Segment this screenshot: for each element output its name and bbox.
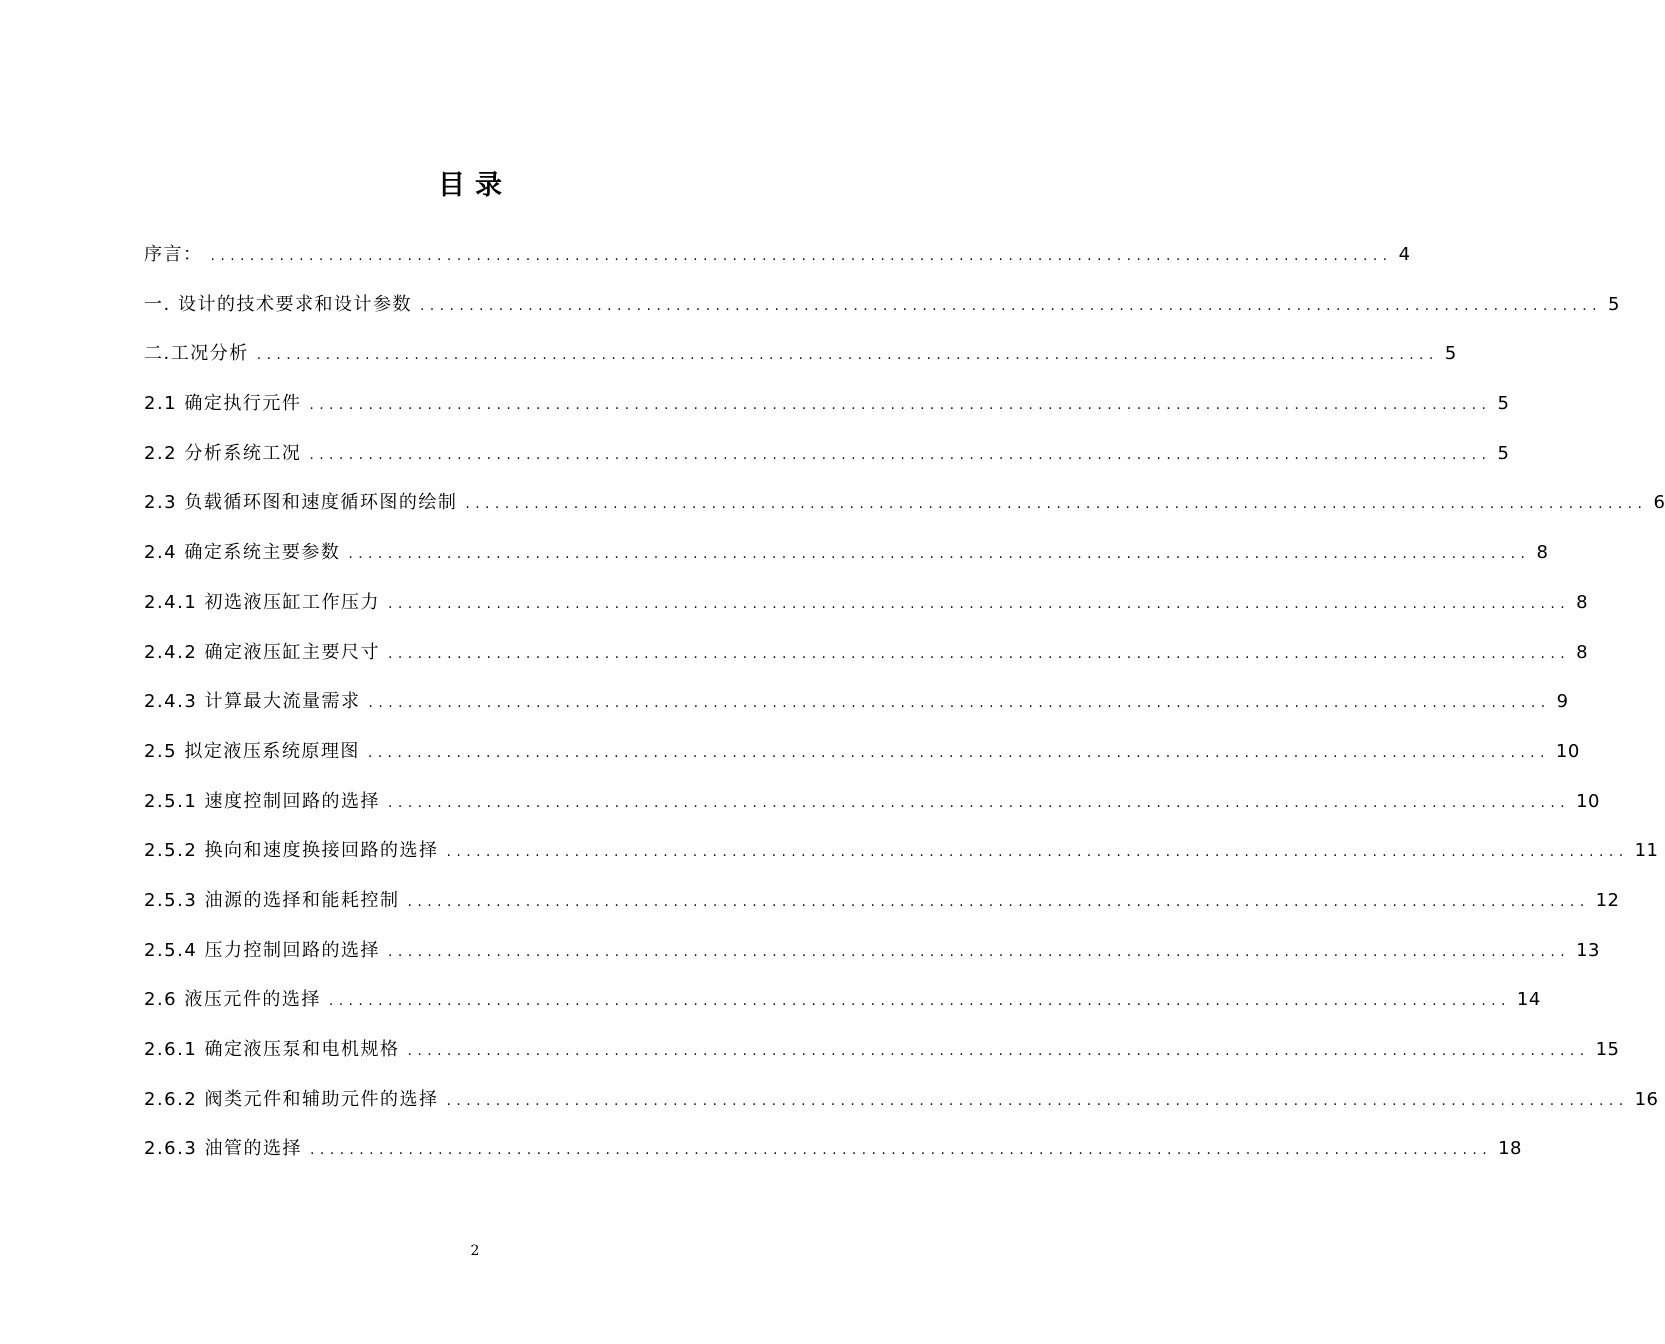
- toc-dot-leader: ........................................................................................................................: [388, 943, 1571, 960]
- toc-entry[interactable]: [144, 436, 1510, 486]
- toc-entry-label: 2.4 确定系统主要参数: [144, 542, 341, 564]
- toc-entry-page: 5: [1444, 343, 1457, 365]
- toc-entry-page: 5: [1497, 442, 1510, 464]
- toc-dot-leader: ........................................................................................................................: [309, 446, 1492, 463]
- toc-entry[interactable]: [144, 237, 1411, 287]
- toc-entry[interactable]: [144, 287, 1620, 337]
- toc-title: 目录: [438, 170, 512, 201]
- toc-entry[interactable]: [144, 833, 1659, 883]
- toc-entry[interactable]: [144, 1131, 1522, 1181]
- toc-entry[interactable]: [144, 585, 1589, 635]
- toc-dot-leader: ........................................................................................................................: [407, 1043, 1590, 1059]
- toc-entry-label: 2.6.3 油管的选择: [144, 1138, 303, 1160]
- toc-dot-leader: ........................................................................................................................: [388, 645, 1571, 662]
- toc-entry-page: 8: [1536, 542, 1549, 564]
- toc-entry-page: 11: [1634, 840, 1659, 862]
- toc-dot-leader: ........................................................................................................................: [368, 695, 1551, 712]
- toc-entry-page: 4: [1398, 244, 1411, 265]
- toc-entry-page: 12: [1595, 889, 1620, 911]
- toc-entry-page: 5: [1608, 293, 1620, 315]
- toc-entry-label: 序言：: [144, 244, 203, 265]
- toc-entry-page: 9: [1556, 691, 1569, 713]
- toc-dot-leader: ........................................................................................................................: [465, 496, 1648, 513]
- toc-entry-page: 8: [1576, 641, 1589, 663]
- toc-entry-page: 14: [1516, 989, 1541, 1011]
- toc-entry[interactable]: [144, 1032, 1620, 1082]
- toc-entry-page: 16: [1634, 1088, 1659, 1110]
- page-number: 2: [470, 1243, 480, 1259]
- toc-dot-leader: ........................................................................................................................: [348, 546, 1531, 563]
- toc-entry[interactable]: [144, 784, 1600, 834]
- toc-entry-label: 2.4.1 初选液压缸工作压力: [144, 591, 381, 613]
- toc-entry-label: 2.2 分析系统工况: [144, 442, 302, 464]
- toc-entry-page: 13: [1576, 939, 1600, 961]
- toc-entry-label: 2.6.1 确定液压泵和电机规格: [144, 1039, 400, 1060]
- toc-entry[interactable]: [144, 535, 1549, 585]
- toc-entry[interactable]: [144, 336, 1457, 386]
- toc-entry-page: 10: [1576, 790, 1600, 812]
- toc-entry[interactable]: [144, 883, 1620, 933]
- toc-dot-leader: ........................................................................................................................: [328, 993, 1511, 1010]
- toc-entry-label: 2.5.2 换向和速度换接回路的选择: [144, 840, 439, 862]
- toc-entry-label: 2.5 拟定液压系统原理图: [144, 740, 360, 762]
- toc-entry[interactable]: [144, 684, 1569, 734]
- toc-dot-leader: ........................................................................................................................: [367, 744, 1550, 761]
- toc-entry-page: 18: [1498, 1138, 1522, 1160]
- toc-entry-label: 一. 设计的技术要求和设计参数: [144, 293, 412, 315]
- toc-dot-leader: ........................................................................................................................: [446, 1092, 1629, 1109]
- toc-dot-leader: ........................................................................................................................: [256, 347, 1439, 364]
- toc-entry-label: 2.5.4 压力控制回路的选择: [144, 939, 381, 961]
- toc-dot-leader: ........................................................................................................................: [388, 595, 1571, 612]
- toc-dot-leader: ........................................................................................................................: [309, 397, 1492, 414]
- toc-entry[interactable]: [144, 635, 1589, 685]
- toc-entry[interactable]: [144, 485, 1665, 535]
- toc-entry[interactable]: [144, 982, 1541, 1032]
- toc-entry-label: 2.6.2 阀类元件和辅助元件的选择: [144, 1088, 439, 1110]
- toc-dot-leader: ........................................................................................................................: [388, 794, 1571, 811]
- toc-entry-page: 15: [1595, 1039, 1620, 1060]
- toc-entry[interactable]: [144, 386, 1510, 436]
- toc-entry-label: 2.4.2 确定液压缸主要尺寸: [144, 641, 381, 663]
- toc-entry[interactable]: [144, 933, 1600, 983]
- toc-entry-page: 5: [1497, 393, 1510, 415]
- toc-dot-leader: ........................................................................................................................: [446, 844, 1629, 861]
- toc-entry-label: 2.4.3 计算最大流量需求: [144, 691, 361, 713]
- toc-dot-leader: ........................................................................................................................: [419, 297, 1602, 314]
- toc-entry-label: 2.6 液压元件的选择: [144, 989, 321, 1011]
- toc-dot-leader: ........................................................................................................................: [210, 248, 1393, 264]
- toc-dot-leader: ........................................................................................................................: [310, 1142, 1493, 1159]
- toc-entry-label: 2.1 确定执行元件: [144, 393, 302, 415]
- toc-entry-label: 二.工况分析: [144, 343, 249, 365]
- toc-entry[interactable]: [144, 734, 1580, 784]
- toc-dot-leader: ........................................................................................................................: [407, 893, 1590, 910]
- toc-entry-page: 6: [1653, 492, 1665, 514]
- toc-entry-page: 10: [1555, 740, 1580, 762]
- toc-entry[interactable]: [144, 1082, 1659, 1132]
- toc-entry-page: 8: [1576, 591, 1589, 613]
- toc-entry-label: 2.5.1 速度控制回路的选择: [144, 790, 381, 812]
- table-of-contents: [144, 237, 1665, 1181]
- toc-entry-label: 2.5.3 油源的选择和能耗控制: [144, 889, 400, 911]
- toc-entry-label: 2.3 负载循环图和速度循环图的绘制: [144, 492, 458, 514]
